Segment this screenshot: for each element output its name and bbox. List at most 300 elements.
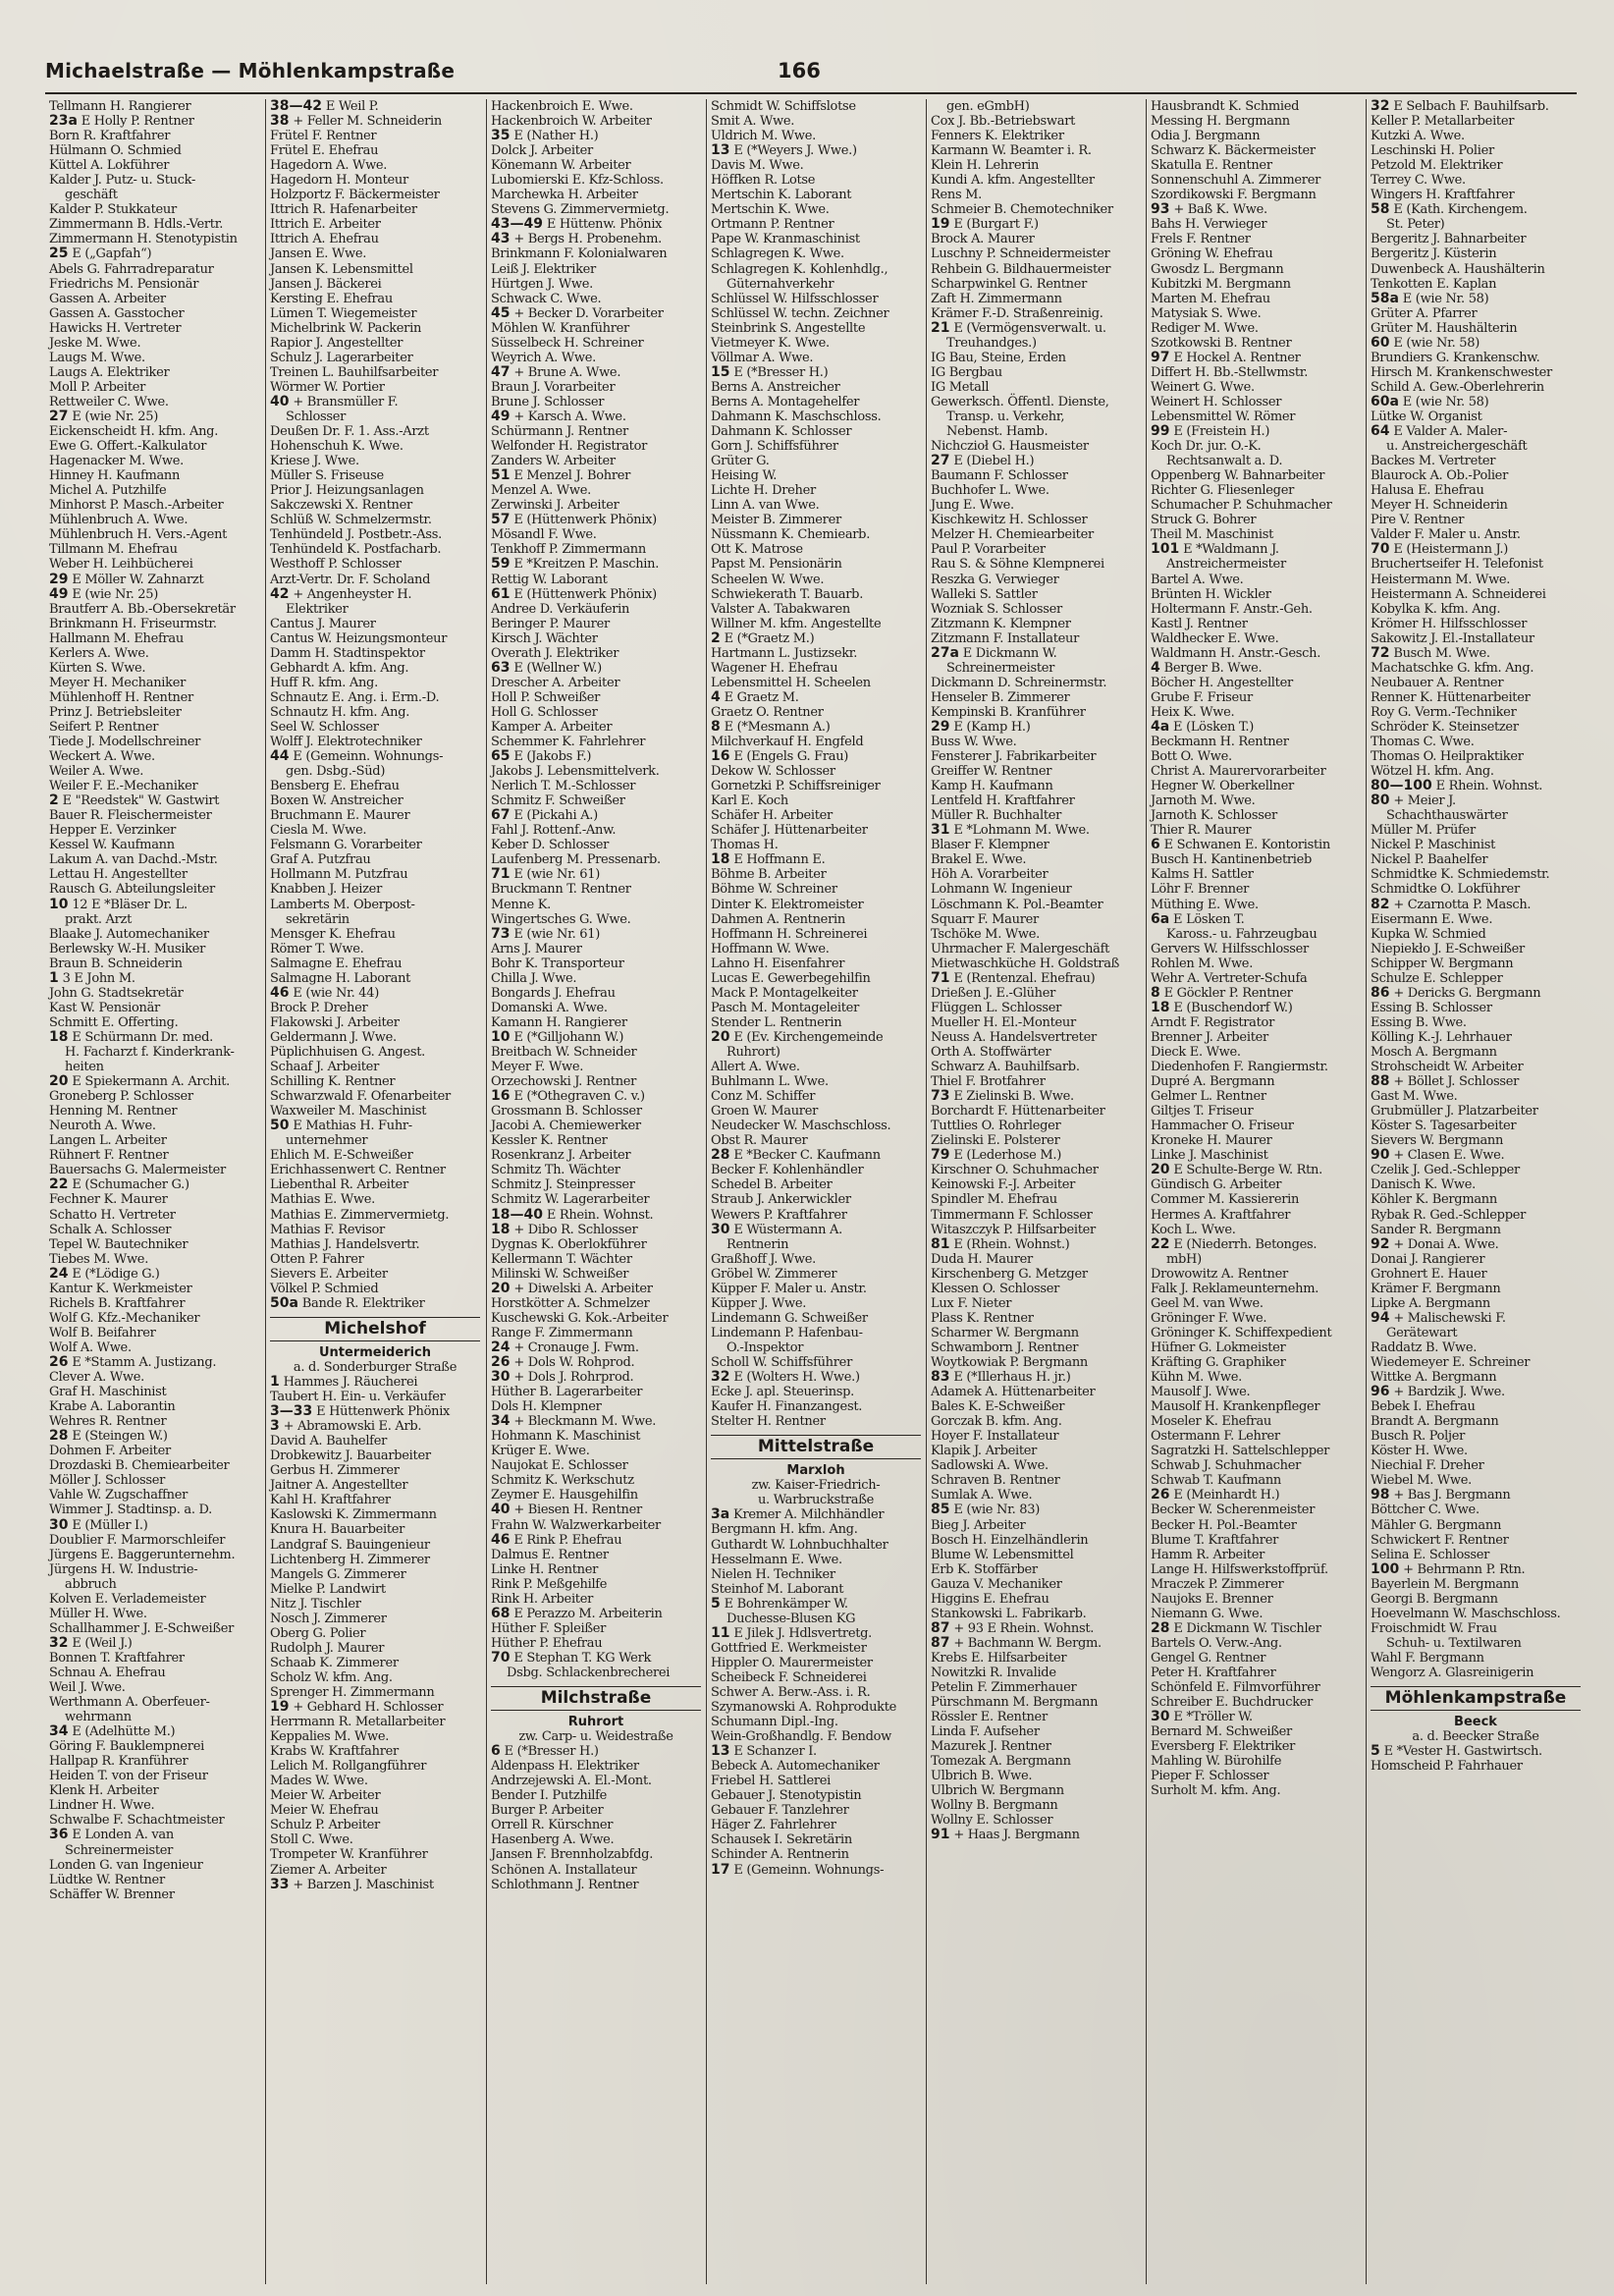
resident-entry [1367, 867, 1585, 882]
resident-entry [45, 527, 263, 542]
resident-entry [266, 1252, 484, 1267]
resident-entry [1147, 631, 1365, 646]
resident-entry [266, 557, 484, 572]
entry-text: Bebek I. Ehefrau [1371, 1399, 1476, 1415]
entry-text: Conz M. Schiffer [711, 1089, 816, 1105]
resident-entry [266, 1715, 484, 1729]
entry-text: Hohenschuh K. Wwe. [270, 439, 404, 455]
entry-text: Waldhecker E. Wwe. [1151, 630, 1279, 646]
resident-entry [927, 114, 1145, 129]
resident-entry [707, 498, 925, 513]
resident-entry [707, 779, 925, 793]
entry-text: Mühlenbruch A. Wwe. [49, 513, 188, 528]
house-number: 47 [491, 363, 511, 380]
entry-text: Berns A. Anstreicher [711, 379, 840, 395]
entry-text: Keppalies M. Wwe. [270, 1729, 390, 1745]
entry-text: Wingers H. Kraftfahrer [1371, 188, 1515, 203]
entry-text: Ehlich M. E-Schweißer [270, 1148, 413, 1164]
entry-text: Schatto H. Vertreter [49, 1207, 176, 1223]
entry-text: Gassen A. Arbeiter [49, 291, 166, 306]
resident-entry [707, 1237, 925, 1252]
entry-text: Burger P. Arbeiter [491, 1803, 604, 1819]
entry-text: Mahling W. Bürohilfe [1151, 1754, 1282, 1770]
resident-entry [1147, 1030, 1365, 1045]
entry-text: Otten P. Fahrer [270, 1251, 364, 1267]
house-number: 51 [491, 467, 511, 484]
house-entry [927, 1148, 1145, 1163]
resident-entry [707, 292, 925, 306]
entry-text: Grube F. Friseur [1151, 689, 1253, 705]
entry-text: Eisermann E. Wwe. [1371, 911, 1493, 927]
entry-text: Milinski W. Schweißer [491, 1266, 629, 1282]
house-number: 1 [270, 1373, 280, 1390]
resident-entry [927, 1355, 1145, 1370]
entry-text: E (wie Nr. 44) [293, 985, 379, 1001]
entry-text: Michel A. Putzhilfe [49, 483, 167, 499]
entry-text: Koch Dr. jur. O.-K. [1151, 439, 1262, 455]
resident-entry [927, 1739, 1145, 1754]
entry-text: Hammes J. Räucherei [283, 1374, 418, 1390]
house-entry [45, 1429, 263, 1444]
resident-entry [487, 395, 705, 410]
entry-text: E *Waldmann J. [1183, 542, 1279, 558]
entry-text: Meyer H. Schneiderin [1371, 498, 1508, 514]
resident-entry [45, 1104, 263, 1119]
house-entry [487, 1223, 705, 1237]
entry-text: Schönfeld E. Filmvorführer [1151, 1680, 1320, 1696]
entry-text: Tschöke M. Wwe. [931, 926, 1040, 942]
entry-text: E (Buschendorf W.) [1173, 1000, 1293, 1015]
entry-text: Guthardt W. Lohnbuchhalter [711, 1537, 888, 1553]
entry-text: heiten [65, 1060, 104, 1075]
resident-entry [266, 498, 484, 513]
entry-text: Andree D. Verkäuferin [491, 601, 630, 617]
resident-entry [266, 1163, 484, 1177]
entry-text: E Dickmann W. Tischler [1173, 1620, 1321, 1636]
house-number: 87 [931, 1634, 950, 1651]
resident-entry [45, 1340, 263, 1355]
entry-text: Witaszczyk P. Hilfsarbeiter [931, 1222, 1096, 1237]
resident-entry [1147, 336, 1365, 351]
resident-entry [487, 336, 705, 351]
resident-entry [927, 690, 1145, 705]
entry-text: Holzportz F. Bäckermeister [270, 188, 440, 203]
resident-entry [707, 912, 925, 927]
resident-entry [927, 986, 1145, 1001]
resident-entry [1367, 1208, 1585, 1223]
resident-entry [927, 277, 1145, 292]
resident-entry [927, 542, 1145, 557]
entry-text: Bruchmann E. Maurer [270, 808, 410, 824]
resident-entry [1147, 942, 1365, 957]
house-entry [1367, 1311, 1585, 1326]
entry-text: abbruch [65, 1576, 117, 1592]
house-entry [1367, 1237, 1585, 1252]
resident-entry [1147, 1208, 1365, 1223]
resident-entry [1367, 1636, 1585, 1651]
entry-text: Drescher A. Arbeiter [491, 675, 620, 690]
resident-entry [45, 1399, 263, 1414]
resident-entry [487, 1832, 705, 1847]
resident-entry [707, 646, 925, 661]
house-entry [1367, 336, 1585, 351]
resident-entry [45, 1577, 263, 1592]
house-entry [45, 898, 263, 912]
resident-entry [45, 158, 263, 173]
resident-entry [266, 1493, 484, 1507]
resident-entry [1147, 690, 1365, 705]
resident-entry [487, 1592, 705, 1607]
entry-text: Gröbel W. Zimmerer [711, 1266, 837, 1282]
entry-text: Reszka G. Verwieger [931, 572, 1059, 587]
entry-text: Ittrich R. Hafenarbeiter [270, 202, 417, 218]
house-entry [487, 1533, 705, 1548]
resident-entry [45, 1562, 263, 1577]
resident-entry [487, 380, 705, 395]
entry-text: Lipke A. Bergmann [1371, 1295, 1490, 1311]
resident-entry [1367, 1621, 1585, 1636]
entry-text: Hürtgen J. Wwe. [491, 276, 593, 292]
entry-text: Becker F. Kohlenhändler [711, 1163, 864, 1178]
resident-entry [1367, 306, 1585, 321]
entry-text: E Schwanen E. Kontoristin [1163, 838, 1330, 853]
resident-entry [487, 1148, 705, 1163]
resident-entry [927, 942, 1145, 957]
entry-text: E (Niederrh. Betonges. [1173, 1236, 1318, 1252]
resident-entry [266, 646, 484, 661]
entry-text: Minhorst P. Masch.-Arbeiter [49, 498, 224, 514]
resident-entry [1147, 306, 1365, 321]
entry-text: Schulz J. Lagerarbeiter [270, 350, 413, 365]
entry-text: u. Anstreichergeschäft [1386, 439, 1528, 455]
entry-text: Wimmer J. Stadtinsp. a. D. [49, 1503, 212, 1518]
resident-entry [1367, 1444, 1585, 1458]
resident-entry [927, 1252, 1145, 1267]
resident-entry [927, 232, 1145, 246]
house-entry [707, 1223, 925, 1237]
header-rule [45, 92, 1577, 94]
entry-text: Bergeritz J. Küsterin [1371, 246, 1497, 262]
resident-entry [487, 986, 705, 1001]
resident-entry [487, 1311, 705, 1326]
resident-entry [707, 1296, 925, 1311]
resident-entry [487, 1237, 705, 1252]
entry-text: Rehbein G. Bildhauermeister [931, 261, 1111, 277]
house-entry [487, 232, 705, 246]
entry-text: Lubomierski E. Kfz-Schloss. [491, 173, 664, 189]
resident-entry [266, 1522, 484, 1537]
resident-entry [45, 631, 263, 646]
entry-text: Bayerlein M. Bergmann [1371, 1576, 1519, 1592]
resident-entry [45, 468, 263, 483]
resident-entry [707, 1385, 925, 1399]
column-2 [265, 99, 484, 2284]
entry-text: Differt H. Bb.-Stellwmstr. [1151, 364, 1309, 380]
house-entry [1367, 1562, 1585, 1577]
entry-text: Mertschin K. Laborant [711, 188, 852, 203]
entry-text: Gassen A. Gasstocher [49, 305, 185, 321]
entry-text: E Rhein. Wohnst. [546, 1207, 654, 1223]
entry-text: Skatulla E. Rentner [1151, 158, 1272, 174]
entry-text: Waxweiler M. Maschinist [270, 1104, 427, 1120]
entry-text: Tuttlies O. Rohrleger [931, 1119, 1061, 1134]
house-number: 32 [49, 1634, 69, 1651]
resident-entry [45, 99, 263, 114]
entry-text: Pasch M. Montageleiter [711, 1000, 859, 1015]
resident-entry [1147, 1724, 1365, 1739]
entry-text: Braun B. Schneiderin [49, 956, 183, 971]
house-entry [707, 749, 925, 764]
resident-entry [266, 380, 484, 395]
entry-text: E (*Gilljohann W.) [513, 1029, 624, 1045]
resident-entry [45, 823, 263, 838]
house-entry [1367, 1744, 1585, 1759]
entry-text: Mangels G. Zimmerer [270, 1566, 406, 1582]
resident-entry [707, 321, 925, 336]
resident-entry [1147, 1636, 1365, 1651]
resident-entry [927, 705, 1145, 720]
entry-text: Bender I. Putzhilfe [491, 1788, 608, 1804]
entry-text: Fahl J. Rottenf.-Anw. [491, 823, 617, 839]
resident-entry [1147, 705, 1365, 720]
entry-text: Lindner H. Wwe. [49, 1798, 155, 1814]
entry-text: Menzel A. Wwe. [491, 483, 591, 499]
resident-entry [927, 1001, 1145, 1015]
resident-entry [1147, 1326, 1365, 1340]
house-number: 19 [270, 1699, 290, 1716]
entry-text: Salmagne E. Ehefrau [270, 956, 403, 971]
entry-text: Nielen H. Techniker [711, 1566, 835, 1582]
house-number: 21 [931, 319, 950, 336]
entry-text: Knabben J. Heizer [270, 882, 382, 898]
resident-entry [266, 351, 484, 365]
resident-entry [45, 661, 263, 676]
entry-text: Buhlmann L. Wwe. [711, 1074, 829, 1090]
entry-text: Duda H. Maurer [931, 1251, 1033, 1267]
resident-entry [487, 1267, 705, 1282]
entry-text: + Dols W. Rohprod. [513, 1354, 635, 1370]
resident-entry [927, 527, 1145, 542]
house-number: 42 [270, 585, 290, 602]
house-entry [487, 513, 705, 527]
resident-entry [1367, 823, 1585, 838]
resident-entry [487, 114, 705, 129]
resident-entry [45, 454, 263, 468]
resident-entry [1367, 1577, 1585, 1592]
entry-text: Zimmermann H. Stenotypistin [49, 232, 238, 247]
entry-text: Böcher H. Angestellter [1151, 675, 1293, 690]
house-number: 90 [1371, 1147, 1390, 1164]
street-location-note: a. d. Sonderburger Straße [293, 1359, 457, 1375]
resident-entry [1147, 1252, 1365, 1267]
resident-entry [707, 542, 925, 557]
entry-text: Hermes A. Kraftfahrer [1151, 1207, 1291, 1223]
entry-text: Heix K. Wwe. [1151, 704, 1235, 720]
house-entry [1147, 1001, 1365, 1015]
entry-text: + Feller M. Schneiderin [293, 114, 442, 130]
entry-text: Heiden T. von der Friseur [49, 1769, 208, 1784]
entry-text: Weckert A. Wwe. [49, 749, 155, 765]
entry-text: Müller H. Wwe. [49, 1606, 147, 1621]
resident-entry [1367, 410, 1585, 424]
entry-text: Drießen J. E.-Glüher [931, 985, 1056, 1001]
entry-text: Brundiers G. Krankenschw. [1371, 350, 1540, 365]
resident-entry [45, 690, 263, 705]
entry-text: E Zielinski B. Wwe. [953, 1089, 1074, 1105]
entry-text: Beringer P. Maurer [491, 616, 610, 631]
entry-text: Spindler M. Ehefrau [931, 1192, 1057, 1208]
entry-text: Rink H. Arbeiter [491, 1591, 594, 1607]
resident-entry [45, 1385, 263, 1399]
entry-text: Kräfting G. Graphiker [1151, 1354, 1286, 1370]
entry-text: Petelin F. Zimmerhauer [931, 1680, 1077, 1696]
resident-entry [266, 1847, 484, 1862]
entry-text: Overath J. Elektriker [491, 645, 619, 661]
resident-entry [1147, 1223, 1365, 1237]
entry-text: E *Vester H. Gastwirtsch. [1383, 1744, 1542, 1760]
entry-text: Lümen T. Wiegemeister [270, 305, 417, 321]
resident-entry [266, 1538, 484, 1553]
house-entry [45, 971, 263, 986]
house-number: 10 [491, 1028, 511, 1045]
house-entry [266, 986, 484, 1001]
entry-text: Geldermann J. Wwe. [270, 1029, 397, 1045]
entry-text: Gebauer F. Tanzlehrer [711, 1803, 849, 1819]
resident-entry [707, 764, 925, 779]
resident-entry [487, 1060, 705, 1074]
entry-text: Holl G. Schlosser [491, 704, 598, 720]
resident-entry [707, 483, 925, 498]
house-entry [266, 749, 484, 764]
house-number: 13 [711, 142, 730, 159]
entry-text: E (*Weyers J. Wwe.) [733, 143, 857, 159]
resident-entry [266, 1237, 484, 1252]
entry-text: Duchesse-Blusen KG [726, 1611, 856, 1626]
column-6 [1146, 99, 1365, 2284]
entry-text: Kuschewski G. Kok.-Arbeiter [491, 1310, 669, 1326]
resident-entry [707, 1729, 925, 1744]
house-number: 80—100 [1371, 778, 1432, 794]
resident-entry [1147, 513, 1365, 527]
resident-entry [266, 483, 484, 498]
resident-entry [45, 1503, 263, 1517]
resident-entry [927, 631, 1145, 646]
entry-text: E (Pickahi A.) [513, 808, 598, 824]
entry-text: Schemmer K. Fahrlehrer [491, 735, 646, 750]
entry-text: Kundi A. kfm. Angestellter [931, 173, 1095, 189]
resident-entry [487, 573, 705, 587]
house-number: 43—49 [491, 216, 543, 233]
house-number: 26 [1151, 1487, 1170, 1503]
entry-text: Hoffmann H. Schreinerei [711, 926, 868, 942]
resident-entry [45, 1414, 263, 1429]
resident-entry [45, 232, 263, 246]
resident-entry [707, 1700, 925, 1715]
resident-entry [707, 1074, 925, 1089]
entry-text: gen. Dsbg.-Süd) [286, 764, 386, 780]
entry-text: E Dickmann W. [962, 645, 1057, 661]
resident-entry [927, 912, 1145, 927]
resident-entry [1147, 882, 1365, 897]
house-number: 86 [1371, 984, 1390, 1001]
street-heading: Milchstraße [491, 1686, 701, 1711]
column-3 [486, 99, 705, 2284]
resident-entry [1147, 1518, 1365, 1533]
entry-text: Sakczewski X. Rentner [270, 498, 412, 514]
house-number: 16 [491, 1088, 511, 1105]
house-entry [927, 971, 1145, 986]
resident-entry [45, 439, 263, 454]
entry-text: Naujoks E. Brenner [1151, 1591, 1273, 1607]
entry-text: Transp. u. Verkehr, [946, 409, 1065, 424]
entry-text: Drobkewitz J. Bauarbeiter [270, 1449, 431, 1464]
entry-text: Püplichhuisen G. Angest. [270, 1045, 425, 1060]
house-entry [927, 321, 1145, 336]
entry-text: Kalder J. Putz- u. Stuck- [49, 173, 196, 189]
resident-entry [707, 573, 925, 587]
resident-entry [707, 1641, 925, 1656]
resident-entry [266, 1507, 484, 1522]
house-entry [1147, 838, 1365, 852]
resident-entry [45, 942, 263, 957]
entry-text: Schulze E. Schlepper [1371, 970, 1503, 986]
resident-entry [266, 927, 484, 942]
house-number: 26 [49, 1353, 69, 1370]
entry-text: Lucas E. Gewerbegehilfin [711, 970, 871, 986]
entry-text: Gottfried E. Werkmeister [711, 1640, 867, 1656]
entry-text: Karl E. Koch [711, 793, 788, 809]
entry-text: Bartel A. Wwe. [1151, 572, 1244, 587]
entry-text: Davis M. Wwe. [711, 158, 804, 174]
entry-text: Gelmer L. Rentner [1151, 1089, 1266, 1105]
entry-text: Schumann Dipl.-Ing. [711, 1715, 838, 1730]
page-header [45, 59, 1577, 90]
house-number: 10 [49, 896, 69, 912]
resident-entry [45, 1060, 263, 1074]
entry-text: Sprenger H. Zimmermann [270, 1684, 435, 1700]
resident-entry [707, 454, 925, 468]
resident-entry [1367, 1326, 1585, 1340]
entry-text: E Jilek J. Hdlsvertretg. [733, 1625, 872, 1641]
resident-entry [1147, 321, 1365, 336]
house-entry [1367, 1074, 1585, 1089]
entry-text: Greiffer W. Rentner [931, 764, 1052, 780]
resident-entry [45, 188, 263, 202]
entry-text: Blaser F. Klempner [931, 838, 1049, 853]
entry-text: E (Diebel H.) [953, 454, 1035, 469]
resident-entry [266, 1089, 484, 1104]
house-number: 28 [1151, 1619, 1170, 1636]
entry-text: Kobylka K. kfm. Ang. [1371, 601, 1501, 617]
house-number: 22 [1151, 1235, 1170, 1252]
entry-text: Weyrich A. Wwe. [491, 350, 596, 365]
resident-entry [707, 661, 925, 676]
entry-text: Kersting E. Ehefrau [270, 291, 393, 306]
entry-text: Schwarz K. Bäckermeister [1151, 143, 1316, 159]
entry-text: E *Becker C. Kaufmann [733, 1148, 881, 1164]
entry-text: + Dols J. Rohrprod. [513, 1370, 634, 1386]
house-entry [487, 749, 705, 764]
house-entry [45, 573, 263, 587]
resident-entry [1367, 321, 1585, 336]
resident-entry [927, 1444, 1145, 1458]
house-number: 31 [931, 822, 950, 839]
house-entry [707, 690, 925, 705]
entry-text: Frahn W. Walzwerkarbeiter [491, 1517, 661, 1533]
house-entry [487, 468, 705, 483]
entry-text: Schwarz A. Bauhilfsarb. [931, 1060, 1080, 1075]
house-number: 17 [711, 1861, 730, 1878]
